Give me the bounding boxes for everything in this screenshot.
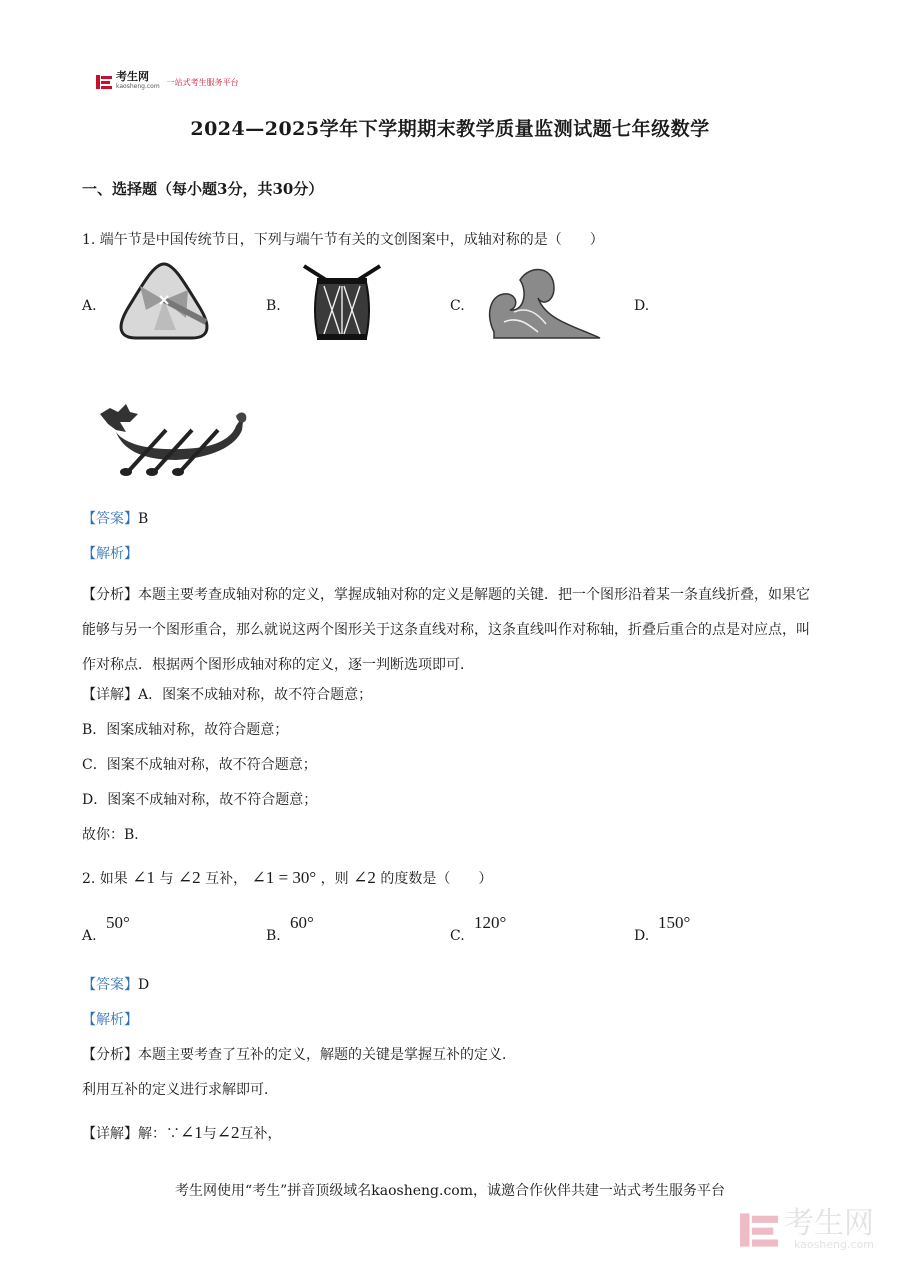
q2-stem-part: 的度数是（ ） — [380, 871, 493, 887]
answer-tag: 【答案】 — [82, 977, 138, 993]
q1-option-b-label: B. — [266, 298, 281, 314]
q1-conclusion: 故你：B． — [82, 827, 149, 843]
fenxi-text: 本题主要考查了互补的定义，解题的关键是掌握互补的定义． — [138, 1047, 516, 1063]
q1-option-c-label: C. — [450, 298, 465, 314]
page-title: 2024—2025学年下学期期末教学质量监测试题七年级数学 — [190, 118, 710, 140]
q2-stem-part: ，则 — [320, 871, 349, 887]
answer-tag: 【答案】 — [82, 511, 138, 527]
q2-option-b-value: 60° — [290, 913, 314, 932]
angle-2: ∠2 — [177, 868, 201, 887]
q1-detail-a — [82, 684, 372, 704]
watermark-logo-icon — [740, 1211, 778, 1249]
logo-brand: 考生网 kaosheng.com — [116, 70, 160, 90]
drum-image — [300, 260, 384, 346]
q1-option-d-label: D. — [634, 298, 650, 314]
q2-analysis-line-1 — [82, 1044, 516, 1064]
detail-tag: 【详解】 — [82, 1126, 138, 1142]
site-logo — [96, 72, 239, 92]
waves-image — [484, 262, 602, 346]
angle-2: ∠2 — [216, 1123, 240, 1142]
q2-option-d-label: D. — [634, 928, 650, 944]
answer-value: B — [138, 511, 149, 527]
q1-option-a-label: A. — [82, 298, 97, 314]
q2-detail-line — [82, 1123, 282, 1143]
q2-analysis-line-2: 利用互补的定义进行求解即可． — [82, 1082, 278, 1098]
page-footer: 考生网使用“考生”拼音顶级域名kaosheng.com，诚邀合作伙伴共建一站式考生服务平台 — [174, 1183, 726, 1199]
angle-1: ∠1 — [132, 868, 156, 887]
angle-1: ∠1 — [180, 1123, 203, 1142]
q1-answer-line — [82, 508, 148, 528]
q1-analysis-paragraph — [82, 578, 822, 683]
detail-tag: 【详解】 — [82, 687, 138, 703]
q1-detail-b: B．图案成轴对称，故符合题意； — [82, 722, 289, 738]
fenxi-tag: 【分析】 — [82, 1047, 138, 1063]
detail-a-text: A．图案不成轴对称，故不符合题意； — [138, 687, 373, 703]
analysis-tag: 【解析】 — [82, 546, 138, 562]
q2-option-d-value: 150° — [658, 913, 691, 932]
watermark — [740, 1206, 874, 1251]
answer-value: D — [138, 977, 150, 993]
question-2-stem — [82, 868, 492, 888]
section-heading: 一、选择题（每小题3分，共30分） — [82, 180, 324, 198]
fenxi-text: 本题主要考查成轴对称的定义，掌握成轴对称的定义是解题的关键．把一个图形沿着某一条直线折叠，如果它能够与另一个图形重合，那么就说这两个图形关于这条直线对称，这条直线叫作对称轴，折叠后重合的点是对应点，叫作对称点．根据两个图形成轴对称的定义，逐一判断选项即可． — [82, 587, 810, 673]
detail-text: 与 — [202, 1126, 217, 1142]
angle-2: ∠2 — [353, 868, 376, 887]
q2-answer-line — [82, 974, 149, 994]
q1-detail-d: D．图案不成轴对称，故不符合题意； — [82, 792, 318, 808]
angle-condition: ∠1 = 30° — [251, 868, 317, 887]
detail-text: 解：∵ — [138, 1126, 180, 1142]
fenxi-tag: 【分析】 — [82, 587, 138, 603]
q2-option-c-value: 120° — [474, 913, 507, 932]
watermark-text: 考生网 kaosheng.com — [784, 1206, 874, 1251]
dragon-boat-image — [96, 402, 250, 484]
q2-stem-part: 2. 如果 — [82, 871, 128, 887]
q2-option-a-value: 50° — [106, 913, 130, 932]
q2-stem-part: 与 — [159, 871, 174, 887]
question-1-stem: 1. 端午节是中国传统节日，下列与端午节有关的文创图案中，成轴对称的是（ ） — [82, 232, 604, 248]
logo-slogan: 一站式考生服务平台 — [166, 77, 239, 87]
q2-option-c-label: C. — [450, 928, 465, 944]
logo-icon — [96, 74, 112, 90]
q1-detail-c: C．图案不成轴对称，故不符合题意； — [82, 757, 317, 773]
q2-stem-part: 互补， — [205, 871, 248, 887]
analysis-tag: 【解析】 — [82, 1012, 138, 1028]
q2-option-a-label: A. — [82, 928, 97, 944]
zongzi-image — [116, 260, 212, 346]
q2-option-b-label: B. — [266, 928, 281, 944]
detail-text: 互补， — [239, 1126, 282, 1142]
